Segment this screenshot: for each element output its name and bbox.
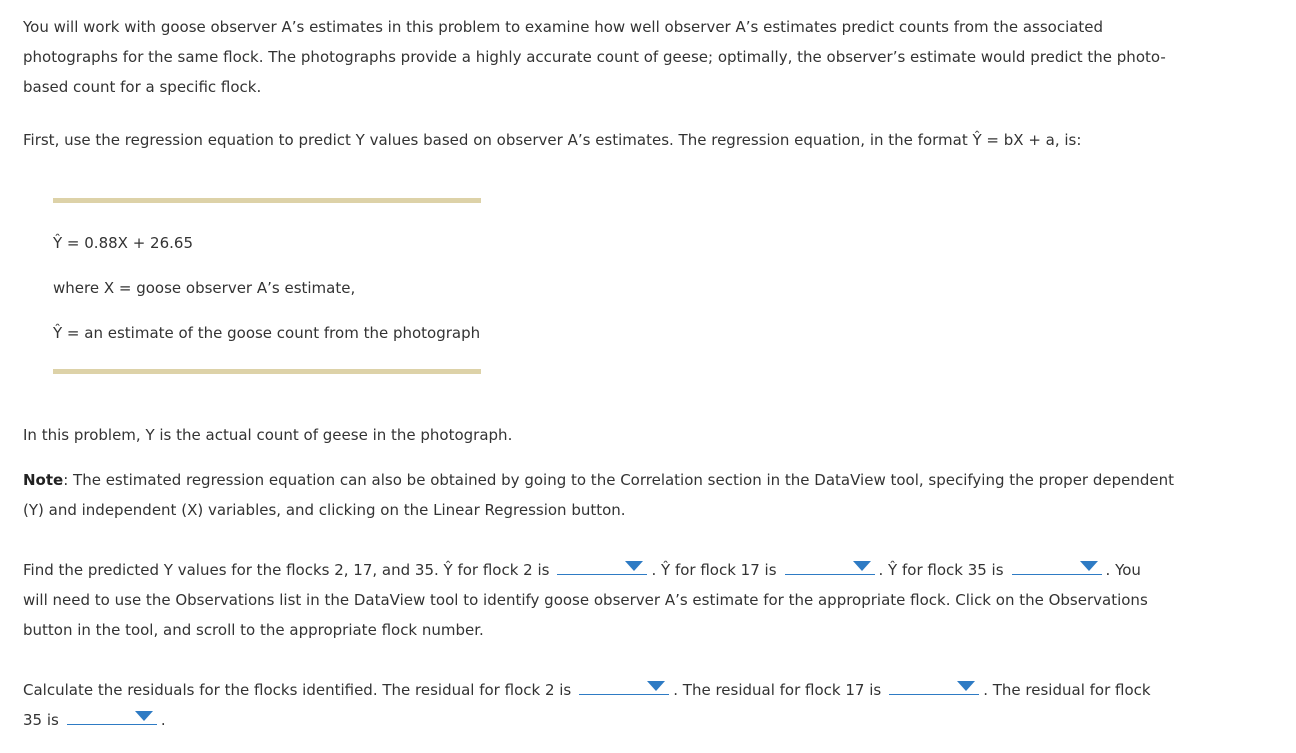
equation-box [53, 198, 481, 342]
note-text: : The estimated regression equation can also be obtained by going to the Correlation section in the DataView tool, specifying the proper dependent (Y) and independent (X) variables, and clicking on the Linear Regression button. [23, 471, 1175, 519]
caret-down-icon [135, 711, 153, 721]
calc-text-4: . [160, 711, 166, 729]
caret-down-icon [957, 681, 975, 691]
caret-down-icon [625, 561, 643, 571]
flock-2-prediction-dropdown[interactable] [557, 556, 647, 575]
equation-line: Ŷ = 0.88X + 26.65 [53, 234, 193, 252]
caret-down-icon [853, 561, 871, 571]
flock-2-residual-dropdown[interactable] [579, 676, 669, 695]
equation-x-definition: where X = goose observer A’s estimate, [53, 279, 356, 297]
find-text-2: . Ŷ for flock 17 is [651, 561, 777, 579]
flock-17-prediction-dropdown[interactable] [785, 556, 875, 575]
residuals-question [23, 675, 1153, 735]
flock-35-residual-dropdown[interactable] [67, 706, 157, 725]
equation-yhat-definition: Ŷ = an estimate of the goose count from the photograph [53, 324, 481, 342]
find-text-1: Find the predicted Y values for the flocks 2, 17, and 35. Ŷ for flock 2 is [23, 561, 550, 579]
equation-bottom-rule [53, 369, 481, 374]
calc-text-2: . The residual for flock 17 is [673, 681, 882, 699]
caret-down-icon [647, 681, 665, 691]
flock-35-prediction-dropdown[interactable] [1012, 556, 1102, 575]
calc-text-3: . The residual for flock 35 is [23, 681, 1151, 729]
intro-paragraph: You will work with goose observer A’s estimates in this problem to examine how well observer A’s estimates predict counts from the associated photographs for the same flock. The photographs provide a highly accurate count of geese; optimally, the observer’s estimate would predict the photo-based count for a specific flock. [23, 18, 1166, 96]
note-paragraph [23, 465, 1183, 525]
note-label: Note [23, 471, 64, 489]
find-text-4: . You will need to use the Observations list in the DataView tool to identify goose observer A’s estimate for the appropriate flock. Click on the Observations button in the tool, and scroll to the appropriate flock number. [23, 561, 1148, 639]
y-definition-paragraph: In this problem, Y is the actual count of geese in the photograph. [23, 426, 513, 444]
regression-instruction: First, use the regression equation to predict Y values based on observer A’s estimates. The regression equation, in the format Ŷ = bX + a, is: [23, 131, 1082, 149]
predicted-values-question [23, 555, 1153, 645]
flock-17-residual-dropdown[interactable] [889, 676, 979, 695]
equation-top-rule [53, 198, 481, 203]
find-text-3: . Ŷ for flock 35 is [878, 561, 1004, 579]
calc-text-1: Calculate the residuals for the flocks identified. The residual for flock 2 is [23, 681, 572, 699]
caret-down-icon [1080, 561, 1098, 571]
